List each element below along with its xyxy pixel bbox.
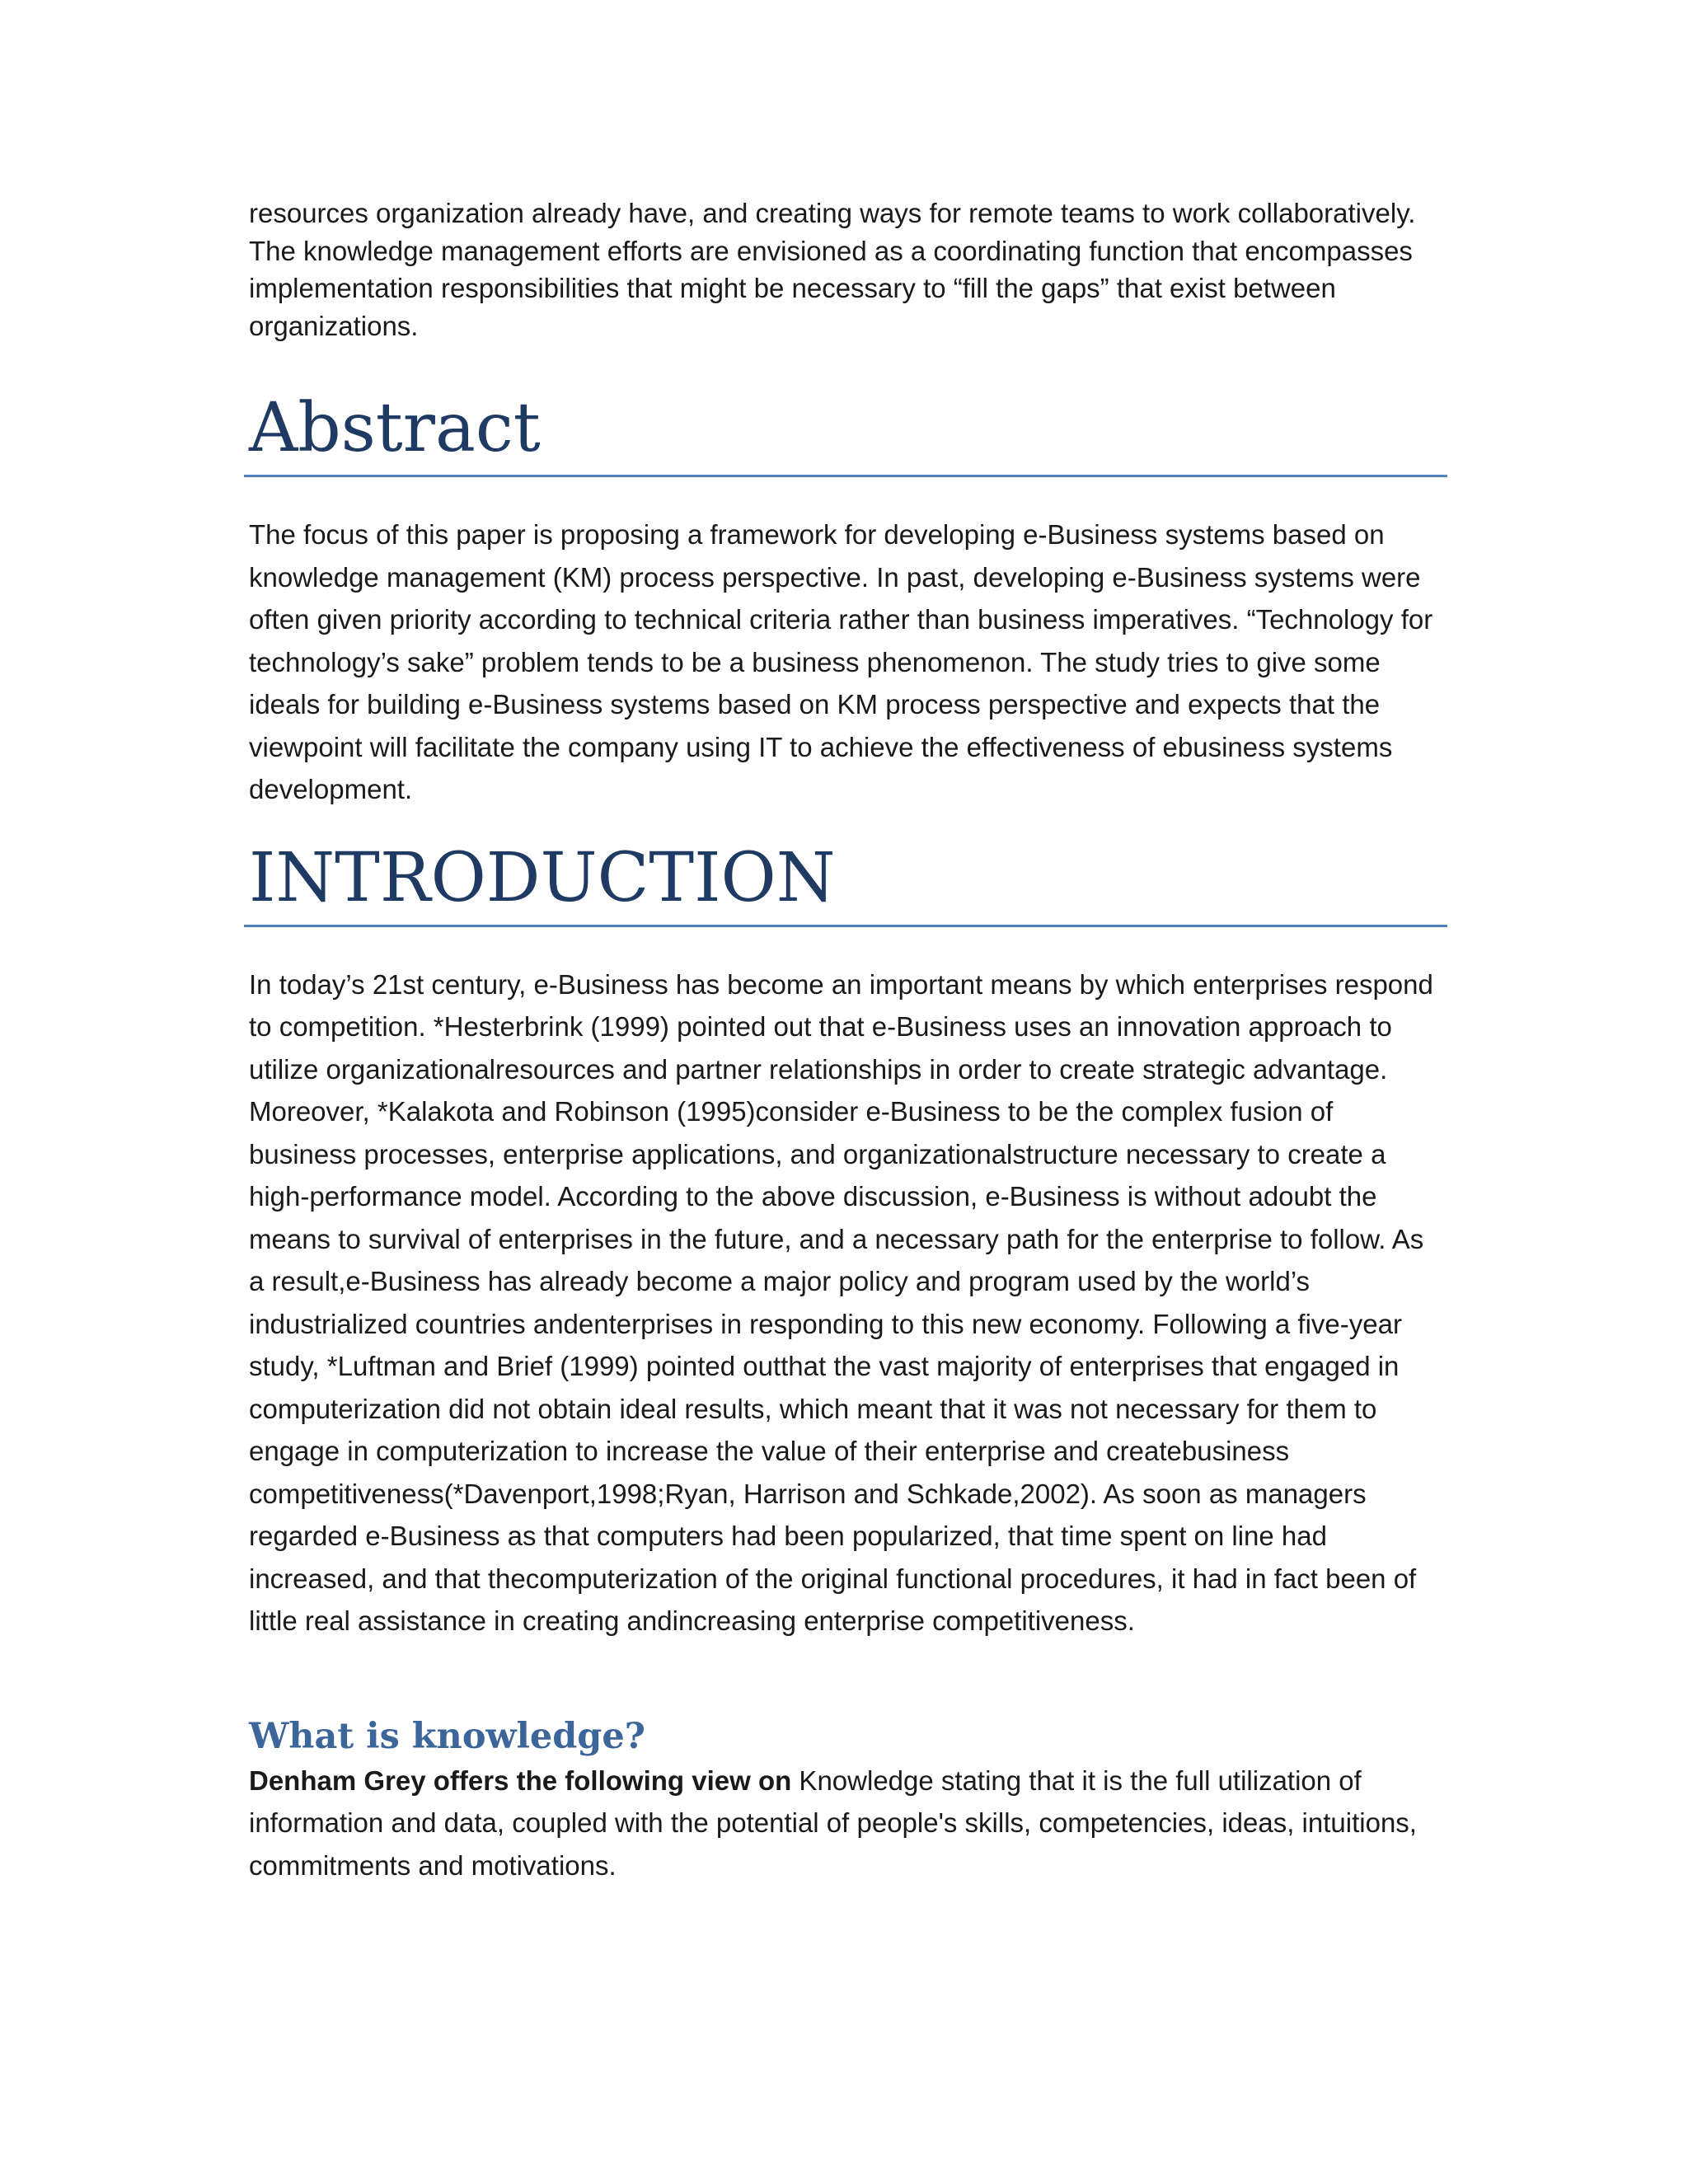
what-is-knowledge-heading: What is knowledge? [249, 1715, 645, 1757]
page-content [249, 194, 1446, 1886]
abstract-paragraph: The focus of this paper is proposing a framework for developing e-Business systems based on knowledge management (KM) process perspective. In past, developing e-Business systems were often given priority according to technical criteria rather than business imperatives. “Technology for technology’s sake” problem tends to be a business phenomenon. The study tries to give some ideals for building e-Business systems based on KM process perspective and expects that the viewpoint will facilitate the company using IT to achieve the effectiveness of ebusiness systems development. [249, 519, 1433, 804]
abstract-heading: Abstract [249, 389, 541, 467]
knowledge-bold-lead: Denham Grey offers the following view on [249, 1765, 792, 1796]
continued-paragraph: resources organization already have, and creating ways for remote teams to work collaboratively. The knowledge management efforts are envisioned as a coordinating function that encompasses implementation responsibilities that might be necessary to “fill the gaps” that exist between organizations. [249, 198, 1416, 341]
introduction-paragraph: In today’s 21st century, e-Business has become an important means by which enterprises respond to competition. *Hesterbrink (1999) pointed out that e-Business uses an innovation approach to utilize organizationalresources and partner relationships in order to create strategic advantage. Moreover, *Kalakota and Robinson (1995)consider e-Business to be the complex fusion of business processes, enterprise applications, and organizationalstructure necessary to create a high-performance model. According to the above discussion, e-Business is without adoubt the means to survival of enterprises in the future, and a necessary path for the enterprise to follow. As a result,e-Business has already become a major policy and program used by the world’s industrialized countries andenterprises in responding to this new economy. Following a five-year study, *Luftman and Brief (1999) pointed outthat the vast majority of enterprises that engaged in computerization did not obtain ideal results, which meant that it was not necessary for them to engage in computerization to increase the value of their enterprise and createbusiness competitiveness(*Davenport,1998;Ryan, Harrison and Schkade,2002). As soon as managers regarded e-Business as that computers had been popularized, that time spent on line had increased, and that thecomputerization of the original functional procedures, it had in fact been of little real assistance in creating andincreasing enterprise competitiveness. [249, 968, 1433, 1636]
introduction-heading: INTRODUCTION [249, 838, 836, 917]
knowledge-paragraph [249, 1760, 1446, 1887]
knowledge-body-text: Knowledge stating that it is the full utilization of information and data, coupled with the potential of people's skills, competencies, ideas, intuitions, commitments and motivations. [249, 1765, 1417, 1881]
